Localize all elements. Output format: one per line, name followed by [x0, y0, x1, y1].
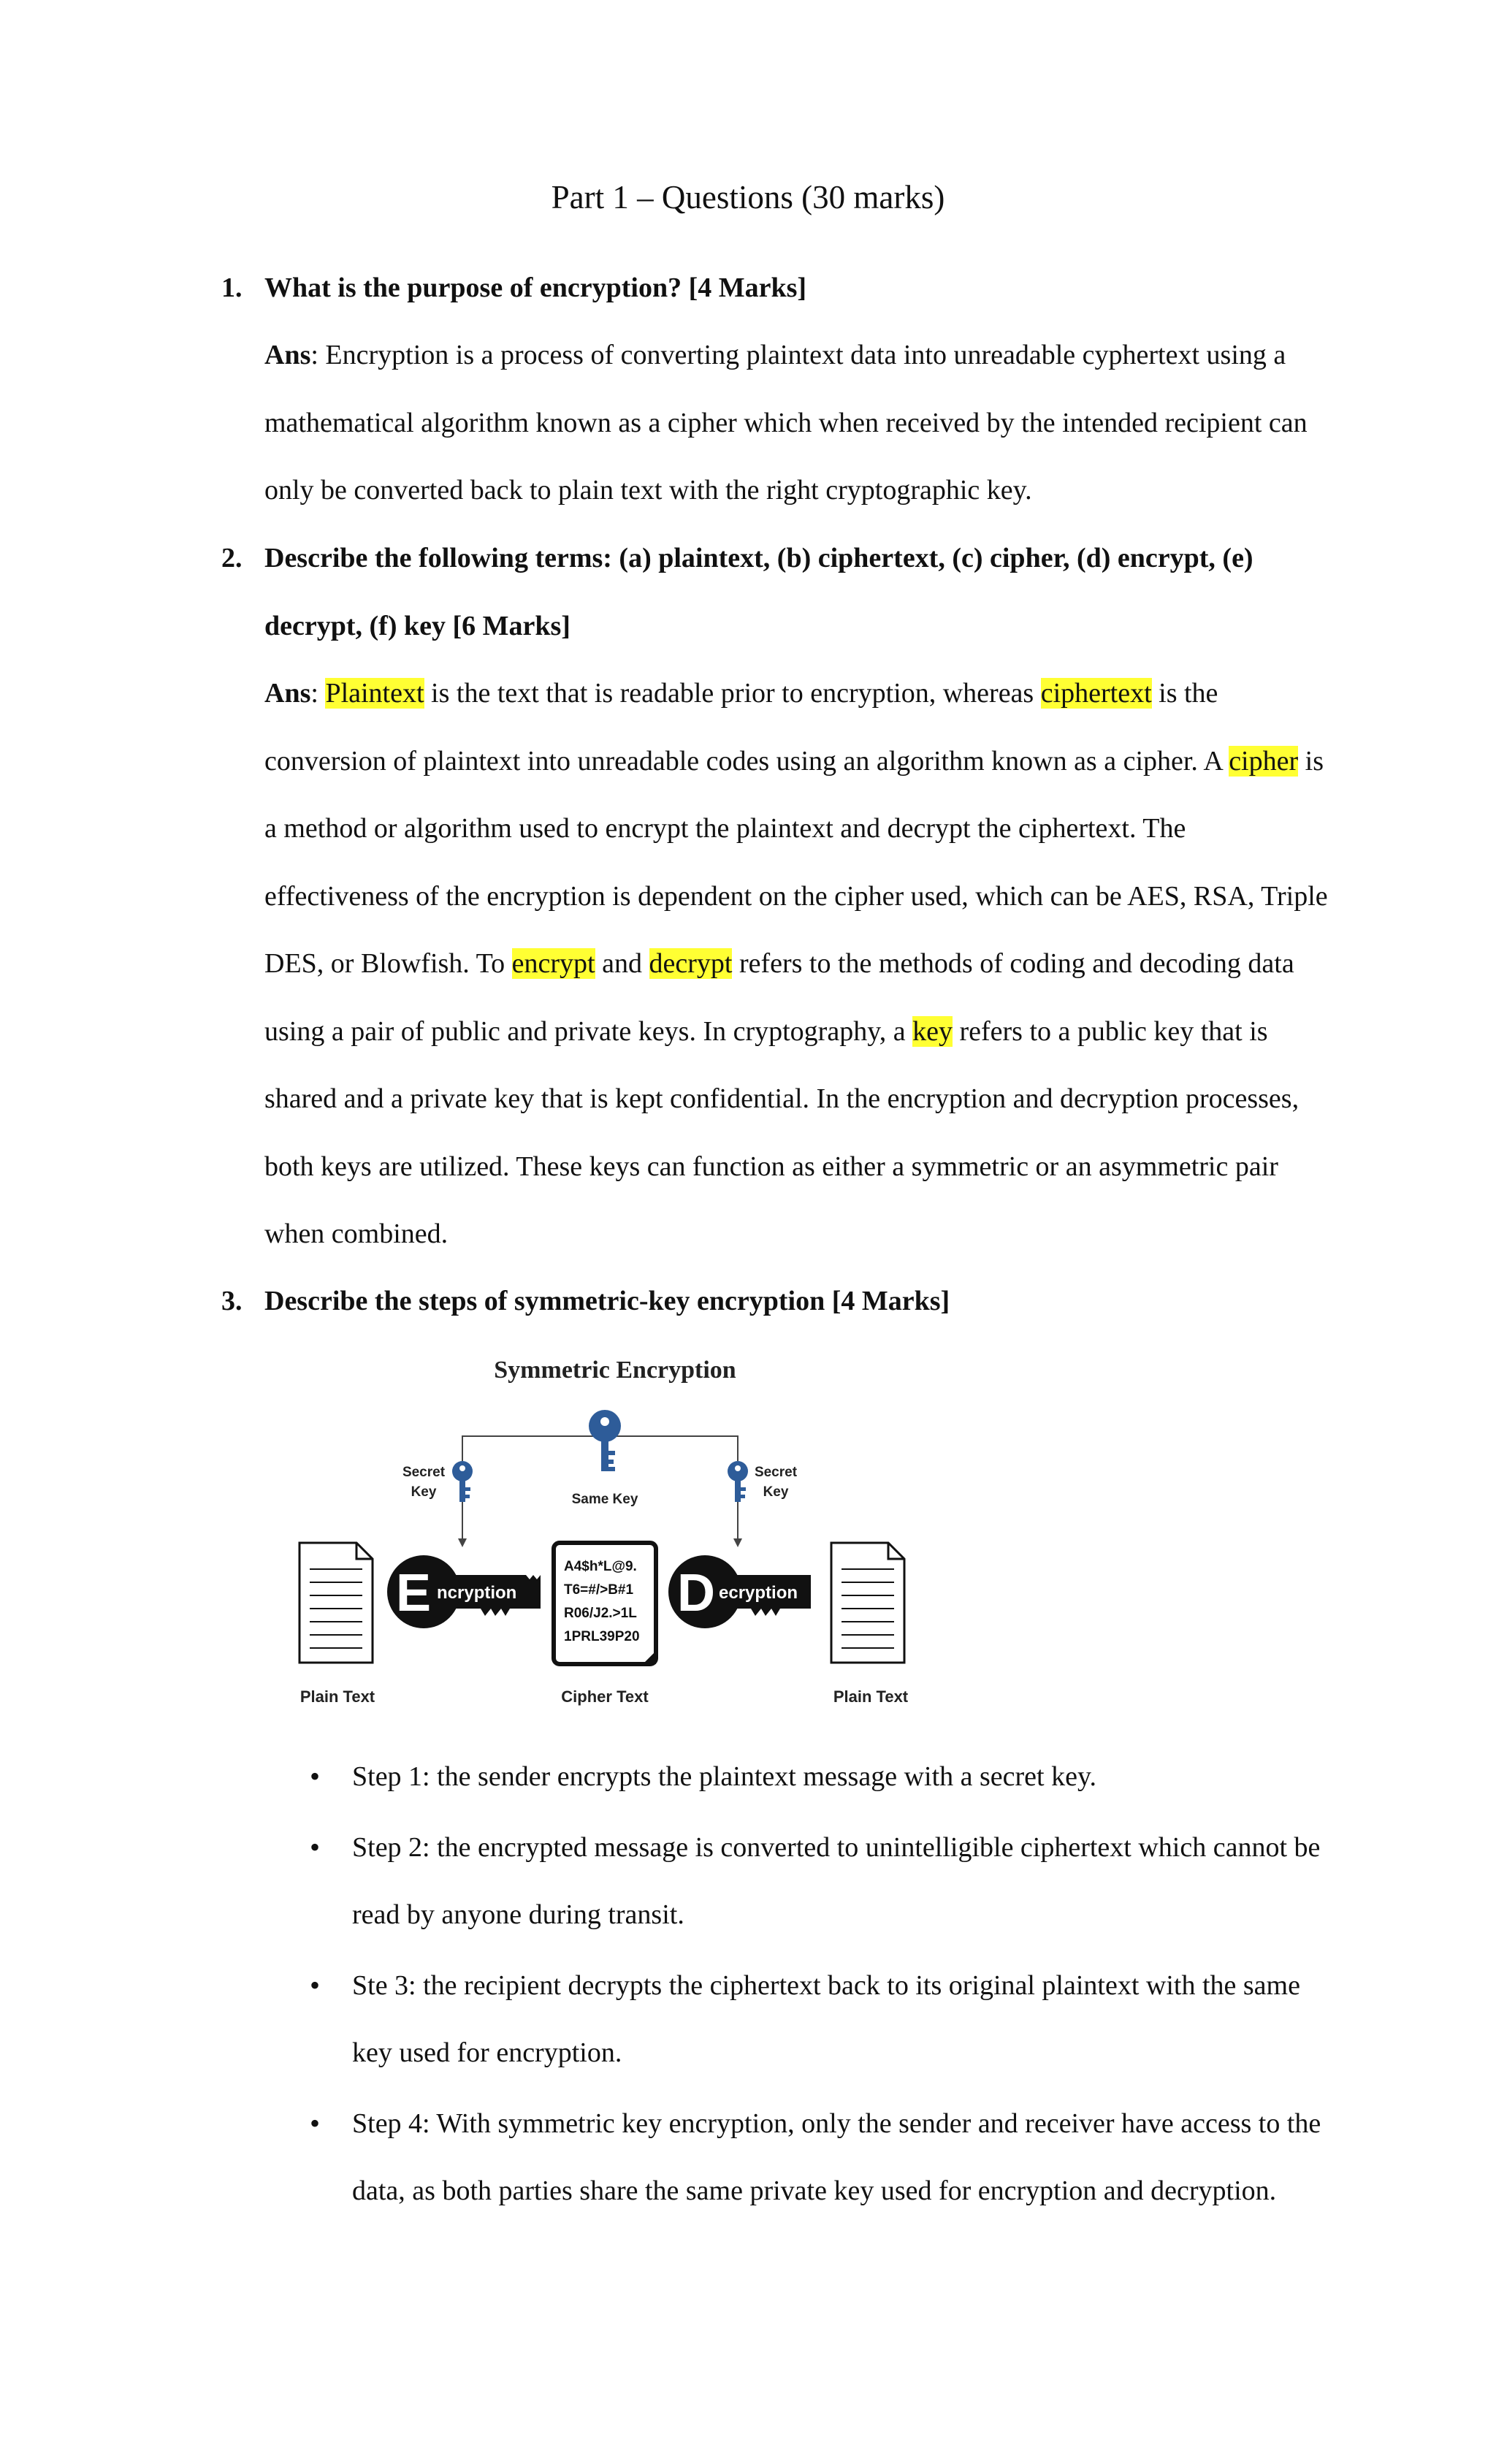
answer-text: and — [595, 948, 649, 979]
right-secret-key-icon — [728, 1461, 748, 1502]
decryption-label: ecryption — [719, 1583, 798, 1603]
answer-label: Ans — [264, 340, 311, 370]
answer-text: is the text that is readable prior to encryption, whereas — [424, 678, 1041, 709]
plain-text-document-right-icon — [831, 1543, 904, 1663]
steps-list — [307, 1743, 1344, 2228]
secret-key-label-right-2: Key — [763, 1484, 789, 1500]
plain-text-label-right: Plain Text — [833, 1687, 909, 1706]
encryption-letter: E — [395, 1564, 432, 1622]
highlight-ciphertext: ciphertext — [1040, 678, 1152, 709]
secret-key-label-left-2: Key — [411, 1484, 437, 1500]
question-number: 1. — [221, 272, 243, 303]
step-item: • Ste 3: the recipient decrypts the ciphertext back to its original plaintext with the same key used for encryption. — [307, 1952, 1344, 2087]
highlight-plaintext: Plaintext — [325, 678, 424, 709]
secret-key-label-right-1: Secret — [754, 1465, 798, 1480]
answer-text: is a method or algorithm used to encrypt the plaintext and decrypt the ciphertext. The effectiveness of the encryption is dependent on the cipher used, which can be AES, RSA, Triple DES, or Blowfish. To — [264, 745, 1328, 979]
step-item: • Step 2: the encrypted message is converted to unintelligible ciphertext which cannot be read by anyone during transit. — [307, 1814, 1344, 1949]
decryption-letter: D — [677, 1564, 715, 1622]
question-text: Describe the following terms: (a) plaintext, (b) ciphertext, (c) cipher, (d) encrypt, (e) decrypt, (f) key [6 Marks] — [264, 543, 1253, 641]
answer-2 — [264, 660, 1331, 1268]
answer-1 — [264, 321, 1331, 525]
highlight-cipher: cipher — [1229, 745, 1299, 777]
cipher-line: R06/J2.>1L — [564, 1606, 637, 1621]
cipher-line: 1PRL39P20 — [564, 1629, 640, 1644]
cipher-line: A4$h*L@9. — [564, 1559, 637, 1574]
same-key-icon — [589, 1410, 621, 1471]
page-title: Part 1 – Questions (30 marks) — [551, 179, 945, 215]
encryption-label: ncryption — [437, 1583, 517, 1603]
secret-key-label-left-1: Secret — [402, 1465, 446, 1480]
answer-text: is the conversion of plaintext into unreadable codes using an algorithm known as a cipher. A — [264, 678, 1229, 777]
plain-text-document-left-icon — [299, 1543, 373, 1663]
diagram-title: Symmetric Encryption — [494, 1357, 736, 1384]
question-2 — [222, 525, 1332, 660]
decryption-badge — [668, 1555, 811, 1628]
left-arrow-head — [458, 1538, 467, 1547]
question-1 — [222, 254, 1332, 322]
question-number: 3. — [221, 1286, 243, 1316]
step-item: • Step 4: With symmetric key encryption, only the sender and receiver have access to the data, as both parties share the same private key used for encryption and decryption. — [307, 2090, 1344, 2225]
answer-text: refers to the methods of coding and decoding data using a pair of public and private keys. In cryptography, a — [264, 948, 1294, 1047]
encryption-badge — [387, 1555, 541, 1628]
same-key-label: Same Key — [571, 1492, 638, 1507]
answer-text: refers to a public key that is shared and a private key that is kept confidential. In the encryption and decryption processes, both keys are utilized. These keys can function as either a symmetric or an asymmetric pair when combined. — [264, 1015, 1300, 1249]
plain-text-label-left: Plain Text — [299, 1687, 375, 1706]
cipher-line: T6=#/>B#1 — [564, 1582, 634, 1598]
question-3 — [222, 1267, 1332, 1335]
highlight-decrypt: decrypt — [649, 948, 733, 979]
question-text: What is the purpose of encryption? [4 Marks] — [264, 272, 807, 303]
question-number: 2. — [221, 543, 243, 573]
cipher-text-label: Cipher Text — [561, 1687, 649, 1706]
left-secret-key-icon — [452, 1461, 473, 1502]
right-arrow-head — [733, 1538, 742, 1547]
highlight-encrypt: encrypt — [511, 948, 595, 979]
answer-label: Ans — [264, 678, 311, 709]
highlight-key: key — [912, 1015, 953, 1047]
step-item: • Step 1: the sender encrypts the plaintext message with a secret key. — [307, 1743, 1344, 1811]
symmetric-encryption-diagram — [278, 1341, 935, 1721]
answer-text: : Encryption is a process of converting plaintext data into unreadable cyphertext using a mathematical algorithm known as a cipher which when received by the intended recipient can only be converted back to plain text with the right cryptographic key. — [264, 340, 1308, 506]
question-text: Describe the steps of symmetric-key encryption [4 Marks] — [264, 1286, 950, 1316]
answer-text: : — [310, 678, 326, 709]
